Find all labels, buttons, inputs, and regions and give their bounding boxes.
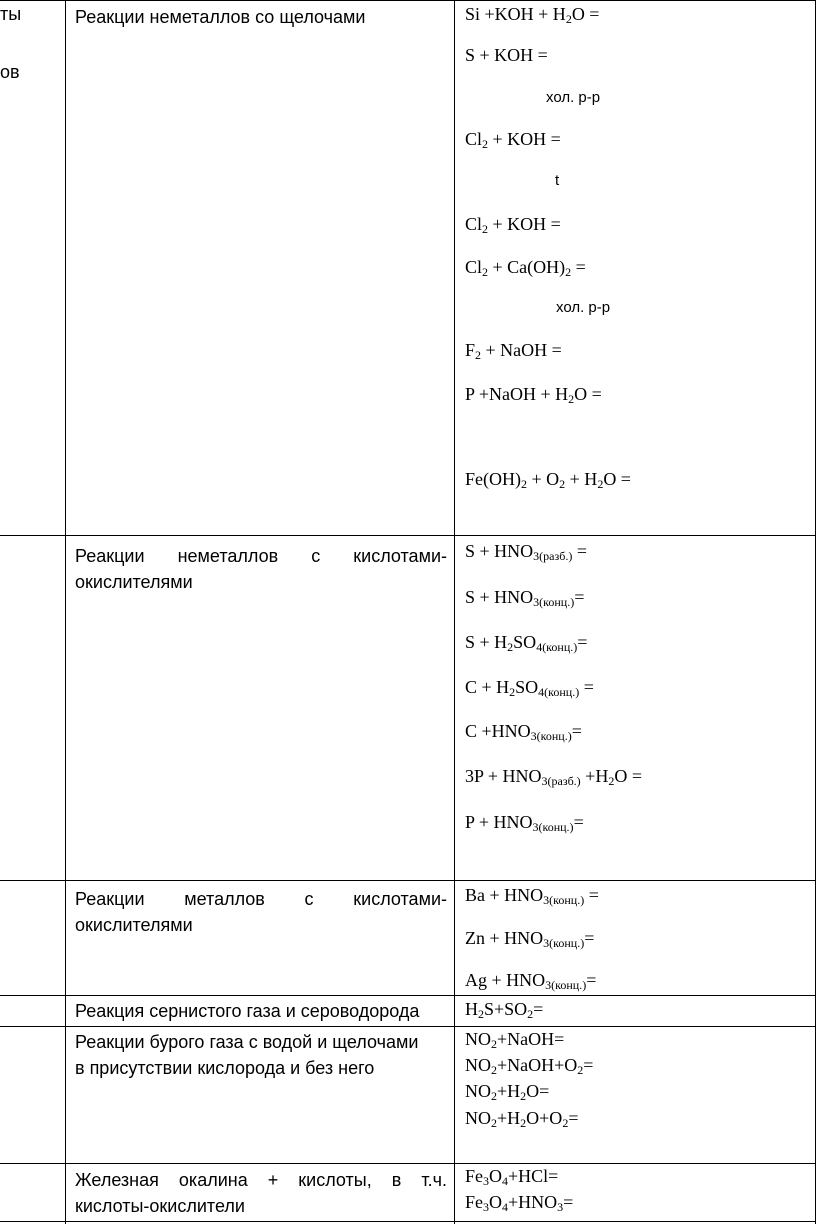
equation bbox=[465, 1055, 593, 1076]
formula-text: + KOH = bbox=[488, 214, 561, 234]
row-divider bbox=[0, 880, 816, 881]
formula-text: O bbox=[489, 1192, 502, 1212]
subscript: 2 bbox=[520, 1116, 527, 1130]
row-topic: кислоты-окислители bbox=[75, 1196, 245, 1216]
equation bbox=[465, 1192, 573, 1213]
formula-text: Cl bbox=[465, 214, 483, 234]
formula-text: C + H bbox=[465, 677, 510, 697]
subscript: 4 bbox=[502, 1174, 508, 1188]
subscript: 2 bbox=[491, 1089, 497, 1103]
subscript: 3(конц.) bbox=[532, 820, 574, 834]
formula-text: O= bbox=[526, 1081, 550, 1101]
subscript: 2 bbox=[521, 477, 527, 491]
row-topic: Реакция сернистого газа и сероводорода bbox=[75, 1001, 420, 1021]
formula-text: O = bbox=[574, 384, 602, 404]
equation bbox=[465, 129, 561, 150]
equation bbox=[465, 970, 596, 991]
row-topic: Реакции металлов с кислотами- bbox=[75, 889, 447, 909]
formula-text: = bbox=[577, 632, 588, 652]
formula-text: = bbox=[579, 677, 594, 697]
formula-text: F bbox=[465, 340, 476, 360]
equation bbox=[465, 45, 548, 66]
equation bbox=[465, 928, 594, 949]
equation bbox=[465, 999, 543, 1020]
formula-text: +H bbox=[497, 1108, 521, 1128]
subscript: 2 bbox=[565, 265, 572, 279]
formula-text: + KOH = bbox=[488, 129, 561, 149]
subscript: 2 bbox=[597, 477, 604, 491]
subscript: 2 bbox=[559, 477, 566, 491]
formula-text: = bbox=[572, 541, 587, 561]
formula-text: + O bbox=[527, 469, 560, 489]
formula-text: S + HNO bbox=[465, 541, 534, 561]
formula-text: + H bbox=[565, 469, 598, 489]
formula-text: Ba + HNO bbox=[465, 885, 544, 905]
formula-text: Si +KOH + H bbox=[465, 4, 566, 24]
subscript: 4 bbox=[502, 1200, 508, 1214]
subscript: 2 bbox=[482, 137, 489, 151]
formula-text: H bbox=[465, 999, 478, 1019]
subscript: 3(конц.) bbox=[533, 595, 575, 609]
subscript: 2 bbox=[478, 1007, 484, 1021]
formula-text: = bbox=[571, 257, 586, 277]
subscript: 3 bbox=[483, 1174, 489, 1188]
subscript: 3(разб.) bbox=[541, 774, 581, 788]
table-border-middle bbox=[454, 0, 455, 1224]
formula-text: NO bbox=[465, 1055, 491, 1075]
equation bbox=[465, 885, 599, 906]
formula-text: = bbox=[568, 1108, 579, 1128]
subscript: 3(разб.) bbox=[533, 549, 573, 563]
formula-text: NO bbox=[465, 1029, 491, 1049]
equation bbox=[465, 677, 594, 698]
equation bbox=[465, 766, 642, 787]
left-column-fragment: ты bbox=[0, 4, 22, 24]
formula-text: = bbox=[571, 721, 582, 741]
subscript: 2 bbox=[527, 1007, 534, 1021]
equation bbox=[465, 1081, 549, 1102]
condition-note: хол. р-р bbox=[556, 299, 611, 316]
row-topic: Реакции неметаллов со щелочами bbox=[75, 7, 366, 27]
subscript: 3 bbox=[557, 1200, 564, 1214]
equation bbox=[465, 214, 561, 235]
subscript: 2 bbox=[491, 1116, 497, 1130]
left-column-fragment: ов bbox=[0, 62, 20, 82]
formula-text: +NaOH= bbox=[497, 1029, 565, 1049]
equation bbox=[465, 469, 631, 490]
subscript: 2 bbox=[565, 12, 572, 26]
formula-text: O+O bbox=[526, 1108, 563, 1128]
condition-note: t bbox=[555, 172, 560, 189]
subscript: 3(конц.) bbox=[545, 978, 587, 992]
formula-text: SO bbox=[513, 632, 537, 652]
equation bbox=[465, 541, 587, 562]
formula-text: S+SO bbox=[484, 999, 528, 1019]
row-divider bbox=[0, 535, 816, 536]
formula-text: +H bbox=[580, 766, 609, 786]
formula-text: = bbox=[584, 885, 599, 905]
formula-text: = bbox=[573, 812, 584, 832]
subscript: 2 bbox=[482, 265, 489, 279]
formula-text: P +NaOH + H bbox=[465, 384, 569, 404]
condition-note: хол. р-р bbox=[546, 89, 601, 106]
formula-text: S + HNO bbox=[465, 587, 534, 607]
subscript: 3(конц.) bbox=[543, 936, 585, 950]
row-topic: Реакции бурого газа с водой и щелочами bbox=[75, 1032, 419, 1052]
formula-text: O bbox=[489, 1166, 502, 1186]
row-divider bbox=[0, 1163, 816, 1164]
formula-text: Ag + HNO bbox=[465, 970, 546, 990]
subscript: 2 bbox=[507, 640, 514, 654]
equation bbox=[465, 587, 584, 608]
formula-text: = bbox=[583, 1055, 594, 1075]
subscript: 2 bbox=[577, 1063, 584, 1077]
equation bbox=[465, 1108, 578, 1129]
equation bbox=[465, 1029, 564, 1050]
formula-text: P + HNO bbox=[465, 812, 533, 832]
equation bbox=[465, 1166, 558, 1187]
row-divider bbox=[0, 0, 816, 1]
formula-text: O = bbox=[571, 4, 600, 24]
formula-text: Fe bbox=[465, 1166, 483, 1186]
formula-text: Fe(OH) bbox=[465, 469, 521, 489]
row-divider bbox=[0, 995, 816, 996]
equation bbox=[465, 340, 562, 361]
row-topic: Железная окалина + кислоты, в т.ч. bbox=[75, 1170, 447, 1190]
equation bbox=[465, 384, 602, 405]
table-border-left bbox=[65, 0, 66, 1224]
formula-text: C +HNO bbox=[465, 721, 531, 741]
formula-text: +HCl= bbox=[508, 1166, 559, 1186]
equation bbox=[465, 257, 586, 278]
formula-text: 3P + HNO bbox=[465, 766, 542, 786]
subscript: 2 bbox=[475, 348, 482, 362]
subscript: 3 bbox=[483, 1200, 489, 1214]
subscript: 2 bbox=[491, 1037, 497, 1051]
formula-text: Cl bbox=[465, 257, 483, 277]
row-topic: окислителями bbox=[75, 915, 193, 935]
formula-text: O = bbox=[603, 469, 631, 489]
equation bbox=[465, 632, 587, 653]
subscript: 2 bbox=[520, 1089, 527, 1103]
subscript: 2 bbox=[482, 222, 489, 236]
formula-text: +NaOH+O bbox=[497, 1055, 578, 1075]
subscript: 2 bbox=[568, 392, 575, 406]
subscript: 2 bbox=[608, 774, 615, 788]
formula-text: S + KOH = bbox=[465, 45, 548, 65]
subscript: 4(конц.) bbox=[538, 685, 580, 699]
equation bbox=[465, 4, 599, 25]
row-topic: в присутствии кислорода и без него bbox=[75, 1058, 375, 1078]
formula-text: Cl bbox=[465, 129, 483, 149]
formula-text: +H bbox=[497, 1081, 521, 1101]
formula-text: SO bbox=[515, 677, 539, 697]
subscript: 2 bbox=[491, 1063, 497, 1077]
equation bbox=[465, 721, 582, 742]
equation bbox=[465, 812, 584, 833]
formula-text: = bbox=[574, 587, 585, 607]
row-divider bbox=[0, 1221, 816, 1222]
formula-text: O = bbox=[614, 766, 642, 786]
formula-text: + NaOH = bbox=[481, 340, 562, 360]
formula-text: Zn + HNO bbox=[465, 928, 544, 948]
formula-text: = bbox=[584, 928, 595, 948]
subscript: 2 bbox=[509, 685, 516, 699]
subscript: 3(конц.) bbox=[543, 893, 585, 907]
formula-text: = bbox=[586, 970, 597, 990]
row-divider bbox=[0, 1026, 816, 1027]
formula-text: = bbox=[533, 999, 544, 1019]
formula-text: NO bbox=[465, 1108, 491, 1128]
subscript: 3(конц.) bbox=[530, 729, 572, 743]
row-topic: Реакции неметаллов с кислотами- bbox=[75, 546, 447, 566]
formula-text: S + H bbox=[465, 632, 508, 652]
formula-text: Fe bbox=[465, 1192, 483, 1212]
formula-text: = bbox=[563, 1192, 574, 1212]
formula-text: + Ca(OH) bbox=[488, 257, 566, 277]
formula-text: NO bbox=[465, 1081, 491, 1101]
subscript: 4(конц.) bbox=[536, 640, 578, 654]
formula-text: +HNO bbox=[508, 1192, 558, 1212]
subscript: 2 bbox=[562, 1116, 569, 1130]
row-topic: окислителями bbox=[75, 572, 193, 592]
